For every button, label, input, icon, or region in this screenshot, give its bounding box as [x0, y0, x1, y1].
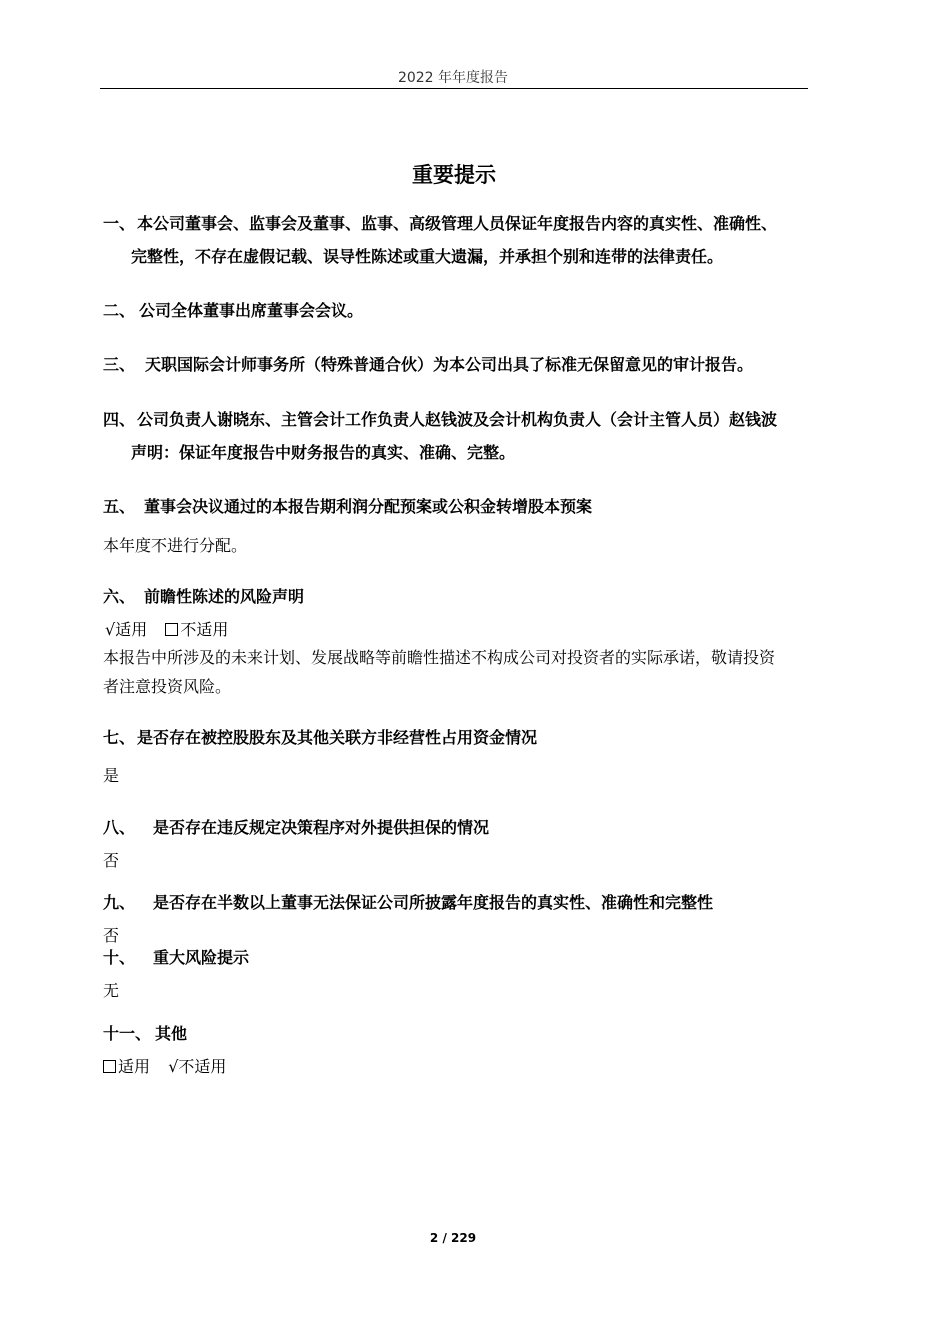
item-10-text: 重大风险提示 [153, 948, 250, 967]
page-title: 重要提示 [412, 163, 496, 187]
item-8-number: 八、 [103, 818, 136, 837]
item-6-body-line2: 者注意投资风险。 [103, 677, 232, 696]
header-divider [100, 88, 808, 89]
item-7-number: 七、 [103, 728, 136, 747]
item-11-option-not-applicable: √不适用 [168, 1057, 227, 1076]
item-4-number: 四、 [103, 410, 136, 429]
item-3-text: 天职国际会计师事务所（特殊普通合伙）为本公司出具了标准无保留意见的审计报告。 [145, 355, 754, 374]
item-6-number: 六、 [103, 587, 136, 606]
item-11-options [103, 1054, 226, 1077]
item-8-text: 是否存在违反规定决策程序对外提供担保的情况 [153, 818, 490, 837]
checkbox-empty-icon [103, 1060, 116, 1073]
item-5-body: 本年度不进行分配。 [103, 536, 248, 555]
item-4-line1: 公司负责人谢晓东、主管会计工作负责人赵钱波及会计机构负责人（会计主管人员）赵钱波 [137, 410, 778, 429]
page-number: 2 / 229 [429, 1231, 477, 1245]
checkbox-empty-icon [165, 623, 178, 636]
item-11-option-applicable: 适用 [118, 1057, 151, 1076]
item-7-body: 是 [103, 766, 120, 785]
item-8-body: 否 [103, 851, 120, 870]
item-6-body-line1: 本报告中所涉及的未来计划、发展战略等前瞻性描述不构成公司对投资者的实际承诺，敬请投资 [103, 648, 776, 667]
item-7-text: 是否存在被控股股东及其他关联方非经营性占用资金情况 [137, 728, 538, 747]
item-2-number: 二、 [103, 301, 136, 320]
item-3-number: 三、 [103, 355, 136, 374]
item-6-options [105, 617, 228, 640]
item-1-line1: 本公司董事会、监事会及董事、监事、高级管理人员保证年度报告内容的真实性、准确性、 [137, 214, 778, 233]
item-9-number: 九、 [103, 893, 136, 912]
item-1-line2: 完整性，不存在虚假记载、误导性陈述或重大遗漏，并承担个别和连带的法律责任。 [131, 247, 724, 266]
item-11-number: 十一、 [103, 1024, 152, 1043]
item-5-number: 五、 [103, 497, 136, 516]
item-2-text: 公司全体董事出席董事会会议。 [139, 301, 364, 320]
item-9-body: 否 [103, 926, 120, 945]
item-10-number: 十、 [103, 948, 136, 967]
item-5-text: 董事会决议通过的本报告期利润分配预案或公积金转增股本预案 [144, 497, 593, 516]
item-9-text: 是否存在半数以上董事无法保证公司所披露年度报告的真实性、准确性和完整性 [153, 893, 714, 912]
item-6-option-not-applicable: 不适用 [180, 620, 229, 639]
header-title: 2022 年年度报告 [397, 70, 509, 86]
item-11-text: 其他 [155, 1024, 188, 1043]
item-6-option-applicable: √适用 [105, 620, 148, 639]
item-1-number: 一、 [103, 214, 136, 233]
item-6-text: 前瞻性陈述的风险声明 [144, 587, 305, 606]
item-4-line2: 声明：保证年度报告中财务报告的真实、准确、完整。 [131, 443, 516, 462]
item-10-body: 无 [103, 981, 120, 1000]
